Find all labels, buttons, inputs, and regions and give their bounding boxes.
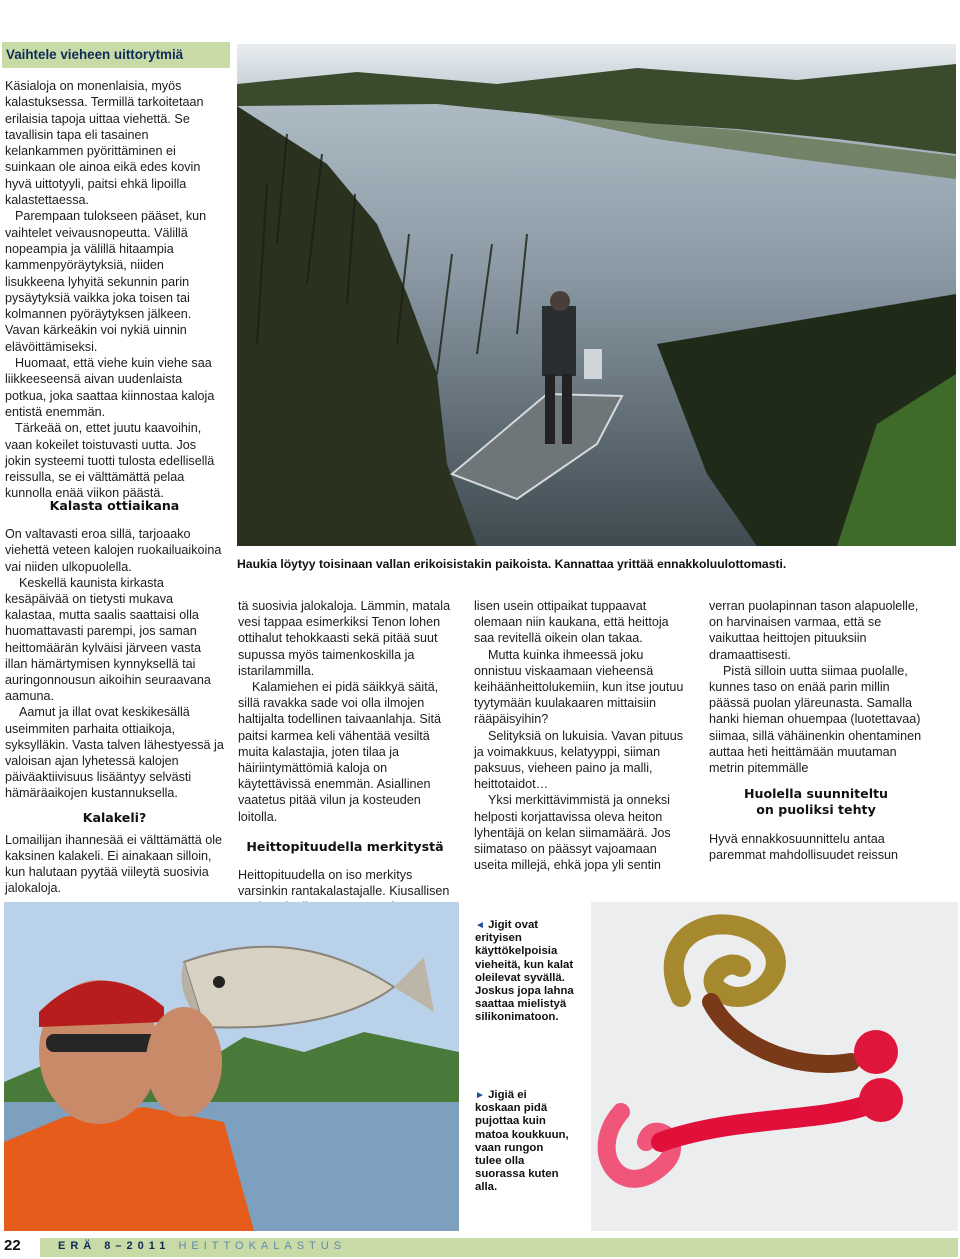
body-paragraph: Hyvä ennakkosuunnittelu antaa paremmat mahdollisuudet reissun [709, 831, 898, 862]
page-number: 22 [4, 1237, 21, 1254]
body-paragraph: Heittopituudella on iso merkitys varsinkin rantakalastajalle. Kiusallisen [238, 868, 450, 899]
jigs-top-caption [475, 919, 585, 1025]
column-1 [5, 488, 224, 897]
column-2 [238, 598, 452, 948]
sidebar-paragraph: Tärkeää on, ettet juutu kaavoihin, vaan kokeilet toistuvasti uutta. Jos jokin systeemi tuotti tulosta edellisellä reissulla, se ei välttämättä pelaa kunnolla enää viikon päästä. [5, 421, 215, 501]
subheading-heittopituus: Heittopituudella merkitystä [246, 838, 444, 854]
body-paragraph: Keskellä kaunista kirkasta kesäpäivää on tietysti mukava kalastaa, mutta saalis saattaisi olla huomattavasti parempi, jos saman heittomäärän kylväisi järveen vasta illan hämärtymisen kynnyksellä tai auringonnousun aikoihin seuraavana aamuna. [5, 575, 211, 704]
right-arrow-icon: ► [475, 1090, 485, 1101]
jigs-bottom-caption-text: Jigiä ei koskaan pidä pujottaa kuin matoa koukkuun, vaan rungon tulee olla suorassa kuten alla. [475, 1089, 569, 1194]
column-3 [474, 598, 688, 873]
left-arrow-icon: ◄ [475, 920, 485, 931]
lake-photo-caption: Haukia löytyy toisinaan vallan erikoisistakin paikoista. Kannattaa yrittää ennakkoluulottomasti. [237, 557, 787, 571]
subheading-line: on puoliksi tehty [756, 802, 876, 818]
sidebar-paragraph: Huomaat, että viehe kuin viehe saa liikkeeseensä aivan uudenlaista potkua, joka saattaa kiinnostaa kaloja entistä enemmän. [5, 356, 215, 419]
body-paragraph: Kalamiehen ei pidä säikkyä säitä, sillä ravakka sade voi olla ilmojen haltijalta todellinen taivaanlahja. Sitä paitsi karmea keli vähentää vesiltä muita kalastajia, joten tilaa ja häiriintymättömiä kaloja on käytettävissä enemmän. Asiallinen vaatetus pitää vilun ja kosteuden loitolla. [238, 680, 442, 824]
lake-boat-photo [237, 44, 956, 546]
subheading-otti: Kalasta ottiaikana [49, 498, 180, 513]
fisherman-photo [4, 902, 459, 1231]
jigs-photo [591, 902, 958, 1231]
subheading-line: Huolella suunniteltu [743, 786, 889, 802]
jigs-bottom-caption [475, 1089, 570, 1195]
body-paragraph: On valtavasti eroa sillä, tarjoaako viehettä veteen kalojen ruokailuaikoina vai niiden ulkopuolella. [5, 527, 222, 574]
magazine-issue: ERÄ 8–2011 [58, 1240, 171, 1252]
subheading-suunnittelu [709, 786, 923, 818]
sidebar-paragraph: Käsialoja on monenlaisia, myös kalastuksessa. Termillä tarkoitetaan erilaisia tapoja uittaa viehettä. Se tavallisin tapa eli tasainen kelankammen pyörittäminen ei suinkaan ole ainoa eikä edes kovin hyvä uittotyyli, paitsi ehkä lipoilla kalastettaessa. [5, 79, 204, 208]
body-paragraph: lisen usein ottipaikat tuppaavat olemaan niin kaukana, että heittoja saa revitellä oikein olan takaa. [474, 599, 669, 646]
subheading-kalakeli: Kalakeli? [82, 809, 147, 825]
body-paragraph: verran puolapinnan tason alapuolelle, on harvinaisen varmaa, että se vaikuttaa heittojen pituuksiin dramaattisesti. [709, 599, 919, 662]
jigs-top-caption-text: Jigit ovat erityisen käyttökelpoisia vieheitä, kun kalat oleilevat syvällä. Joskus jopa lahna saattaa mielistyä silikonimatoon. [475, 919, 574, 1024]
body-paragraph: tä suosivia jalokaloja. Lämmin, matala vesi tappaa esimerkiksi Tenon lohen ottihalut tehokkaasti sekä pitää suut supussa myös taimenkoskilla ja istarilammilla. [238, 599, 451, 678]
sidebar-paragraph: Parempaan tulokseen pääset, kun vaihtelet veivausnopeutta. Välillä nopeampia ja välillä hitaampia kammenpyöräytyksiä, niiden lisukkeena lyhyitä sekunnin parin pysäytyksiä vaikka joka toisen tai kolmannen pyöräytyksen jälkeen. Vavan kärkeäkin voi nykiä uinnin elävöittämiseksi. [5, 209, 207, 354]
column-4 [709, 598, 923, 863]
sidebar-title: Vaihtele vieheen uittorytmiä [2, 42, 230, 68]
body-paragraph: Yksi merkittävimmistä ja onneksi helposti korjattavissa oleva heiton lyhentäjä on kelan siimamäärä. Jos siimataso on päässyt vajoamaan useita millejä, ehkä jopa yli sentin [474, 793, 671, 873]
body-paragraph: Lomailijan ihannesää ei välttämättä ole kaksinen kalakeli. Ei ainakaan silloin, kun halutaan pyytää viileytä suosivia jalokaloja. [5, 832, 223, 896]
section-name: HEITTOKALASTUS [178, 1240, 347, 1252]
footer-running-head [58, 1240, 346, 1252]
body-paragraph: Aamut ja illat ovat keskikesällä useimmiten parhaita ottiaikoja, syksylläkin. Vasta talven lähestyessä ja valoisan ajan lyhetessä kalojen päiväaktiivisuus lisääntyy selvästi hämäräaikojen kustannuksella. [5, 705, 224, 801]
body-paragraph: Mutta kuinka ihmeessä joku onnistuu viskaamaan vieheensä keihäänheittolukemiin, kun itse joutuu tyytymään kuulakaaren mittaisiin rääpäisyihin? [474, 647, 684, 727]
body-paragraph: Selityksiä on lukuisia. Vavan pituus ja voimakkuus, kelatyyppi, siiman paksuus, vieheen paino ja malli, heittotaidot… [474, 728, 684, 792]
sidebar-body [5, 78, 223, 502]
body-paragraph: Pistä silloin uutta siimaa puolalle, kunnes taso on enää parin millin päässä puolan yläreunasta. Samalla hanki hieman ohuempaa (luotettavaa) siimaa, sillä vähäinenkin ohentaminen auttaa heti heittämään muutaman metrin pitemmälle [709, 663, 922, 776]
